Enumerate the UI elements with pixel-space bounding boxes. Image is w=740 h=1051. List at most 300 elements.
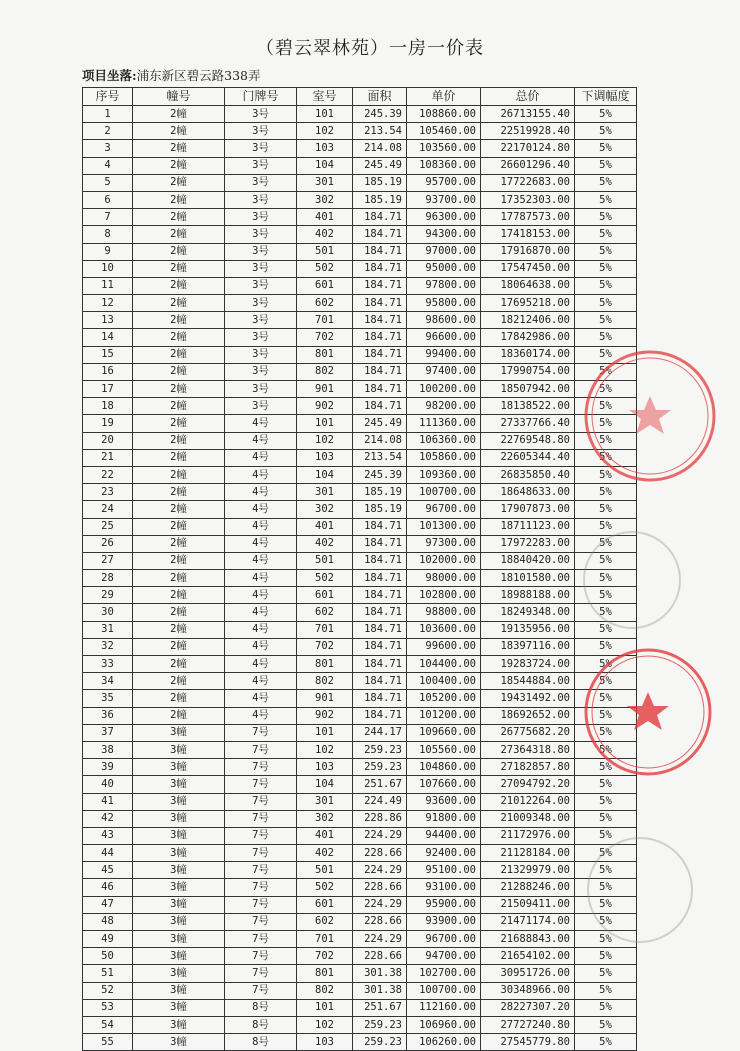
cell-discount: 5% xyxy=(575,518,637,535)
cell-index: 17 xyxy=(83,381,133,398)
cell-unit-price: 101200.00 xyxy=(407,707,481,724)
cell-area: 184.71 xyxy=(353,518,407,535)
cell-unit-price: 95800.00 xyxy=(407,295,481,312)
table-row xyxy=(83,999,637,1016)
table-row xyxy=(83,226,637,243)
cell-discount: 5% xyxy=(575,398,637,415)
cell-room: 402 xyxy=(297,845,353,862)
cell-area: 259.23 xyxy=(353,759,407,776)
cell-unit-price: 104860.00 xyxy=(407,759,481,776)
table-row xyxy=(83,381,637,398)
cell-discount: 5% xyxy=(575,638,637,655)
cell-unit-price: 106960.00 xyxy=(407,1016,481,1033)
cell-building: 2幢 xyxy=(133,260,225,277)
cell-area: 213.54 xyxy=(353,449,407,466)
document-title: （碧云翠林苑）一房一价表 xyxy=(256,38,484,59)
cell-building: 3幢 xyxy=(133,845,225,862)
table-row xyxy=(83,191,637,208)
table-row xyxy=(83,484,637,501)
cell-unit-price: 104400.00 xyxy=(407,656,481,673)
cell-building: 2幢 xyxy=(133,123,225,140)
cell-area: 224.49 xyxy=(353,793,407,810)
cell-total-price: 22769548.80 xyxy=(481,432,575,449)
cell-index: 3 xyxy=(83,140,133,157)
cell-unit-price: 102800.00 xyxy=(407,587,481,604)
cell-discount: 5% xyxy=(575,673,637,690)
cell-total-price: 26775682.20 xyxy=(481,724,575,741)
cell-door-number: 3号 xyxy=(225,191,297,208)
cell-area: 245.49 xyxy=(353,415,407,432)
cell-room: 101 xyxy=(297,724,353,741)
table-row xyxy=(83,432,637,449)
cell-door-number: 3号 xyxy=(225,243,297,260)
cell-total-price: 21688843.00 xyxy=(481,931,575,948)
cell-room: 401 xyxy=(297,518,353,535)
cell-total-price: 27094792.20 xyxy=(481,776,575,793)
cell-discount: 5% xyxy=(575,191,637,208)
cell-total-price: 26601296.40 xyxy=(481,157,575,174)
cell-building: 2幢 xyxy=(133,381,225,398)
cell-room: 102 xyxy=(297,741,353,758)
cell-unit-price: 96700.00 xyxy=(407,501,481,518)
cell-total-price: 18138522.00 xyxy=(481,398,575,415)
cell-door-number: 7号 xyxy=(225,982,297,999)
cell-area: 184.71 xyxy=(353,604,407,621)
table-row xyxy=(83,656,637,673)
cell-building: 2幢 xyxy=(133,484,225,501)
cell-index: 40 xyxy=(83,776,133,793)
table-row xyxy=(83,776,637,793)
cell-area: 184.71 xyxy=(353,587,407,604)
cell-index: 21 xyxy=(83,449,133,466)
cell-area: 301.38 xyxy=(353,965,407,982)
cell-total-price: 17695218.00 xyxy=(481,295,575,312)
cell-total-price: 17787573.00 xyxy=(481,209,575,226)
cell-discount: 5% xyxy=(575,466,637,483)
cell-unit-price: 95000.00 xyxy=(407,260,481,277)
cell-total-price: 18360174.00 xyxy=(481,346,575,363)
cell-building: 3幢 xyxy=(133,827,225,844)
cell-index: 4 xyxy=(83,157,133,174)
cell-index: 8 xyxy=(83,226,133,243)
cell-discount: 5% xyxy=(575,346,637,363)
cell-discount: 5% xyxy=(575,260,637,277)
cell-building: 2幢 xyxy=(133,277,225,294)
price-table xyxy=(82,87,637,1051)
cell-room: 801 xyxy=(297,965,353,982)
project-address xyxy=(82,66,260,84)
cell-area: 184.71 xyxy=(353,295,407,312)
cell-area: 184.71 xyxy=(353,621,407,638)
cell-total-price: 21471174.00 xyxy=(481,913,575,930)
cell-total-price: 18988188.00 xyxy=(481,587,575,604)
cell-building: 2幢 xyxy=(133,466,225,483)
cell-discount: 5% xyxy=(575,931,637,948)
cell-unit-price: 103600.00 xyxy=(407,621,481,638)
cell-room: 302 xyxy=(297,501,353,518)
cell-index: 20 xyxy=(83,432,133,449)
cell-unit-price: 99400.00 xyxy=(407,346,481,363)
cell-building: 2幢 xyxy=(133,587,225,604)
cell-unit-price: 99600.00 xyxy=(407,638,481,655)
cell-total-price: 21654102.00 xyxy=(481,948,575,965)
cell-room: 102 xyxy=(297,1016,353,1033)
cell-area: 185.19 xyxy=(353,501,407,518)
cell-room: 101 xyxy=(297,999,353,1016)
header-room: 室号 xyxy=(297,88,353,106)
cell-door-number: 7号 xyxy=(225,948,297,965)
table-row xyxy=(83,827,637,844)
cell-discount: 5% xyxy=(575,106,637,123)
table-row xyxy=(83,741,637,758)
cell-discount: 5% xyxy=(575,707,637,724)
cell-total-price: 18544884.00 xyxy=(481,673,575,690)
cell-room: 901 xyxy=(297,690,353,707)
cell-total-price: 17418153.00 xyxy=(481,226,575,243)
table-body xyxy=(83,106,637,1051)
cell-discount: 5% xyxy=(575,157,637,174)
cell-area: 228.66 xyxy=(353,845,407,862)
cell-discount: 5% xyxy=(575,226,637,243)
cell-room: 702 xyxy=(297,329,353,346)
header-discount: 下调幅度 xyxy=(575,88,637,106)
cell-total-price: 21128184.00 xyxy=(481,845,575,862)
cell-room: 301 xyxy=(297,793,353,810)
cell-unit-price: 105560.00 xyxy=(407,741,481,758)
cell-unit-price: 95700.00 xyxy=(407,174,481,191)
cell-room: 401 xyxy=(297,209,353,226)
cell-building: 2幢 xyxy=(133,363,225,380)
cell-room: 501 xyxy=(297,862,353,879)
cell-door-number: 7号 xyxy=(225,965,297,982)
cell-building: 2幢 xyxy=(133,673,225,690)
cell-unit-price: 97400.00 xyxy=(407,363,481,380)
cell-door-number: 3号 xyxy=(225,329,297,346)
cell-total-price: 19283724.00 xyxy=(481,656,575,673)
table-row xyxy=(83,312,637,329)
cell-door-number: 7号 xyxy=(225,741,297,758)
cell-room: 301 xyxy=(297,174,353,191)
cell-room: 802 xyxy=(297,363,353,380)
cell-area: 251.67 xyxy=(353,999,407,1016)
cell-room: 301 xyxy=(297,484,353,501)
table-row xyxy=(83,174,637,191)
cell-unit-price: 94700.00 xyxy=(407,948,481,965)
cell-area: 228.66 xyxy=(353,913,407,930)
cell-unit-price: 98200.00 xyxy=(407,398,481,415)
cell-index: 34 xyxy=(83,673,133,690)
cell-area: 184.71 xyxy=(353,638,407,655)
cell-door-number: 3号 xyxy=(225,363,297,380)
table-row xyxy=(83,535,637,552)
cell-total-price: 18711123.00 xyxy=(481,518,575,535)
cell-area: 184.71 xyxy=(353,260,407,277)
cell-index: 10 xyxy=(83,260,133,277)
cell-door-number: 3号 xyxy=(225,106,297,123)
cell-building: 2幢 xyxy=(133,346,225,363)
cell-area: 184.71 xyxy=(353,381,407,398)
cell-area: 245.49 xyxy=(353,157,407,174)
table-row xyxy=(83,140,637,157)
cell-building: 3幢 xyxy=(133,776,225,793)
table-row xyxy=(83,518,637,535)
cell-index: 7 xyxy=(83,209,133,226)
cell-room: 502 xyxy=(297,260,353,277)
cell-room: 902 xyxy=(297,707,353,724)
table-row xyxy=(83,948,637,965)
cell-total-price: 17916870.00 xyxy=(481,243,575,260)
cell-index: 11 xyxy=(83,277,133,294)
cell-total-price: 27182857.80 xyxy=(481,759,575,776)
cell-building: 2幢 xyxy=(133,570,225,587)
cell-unit-price: 97800.00 xyxy=(407,277,481,294)
cell-index: 15 xyxy=(83,346,133,363)
cell-area: 213.54 xyxy=(353,123,407,140)
cell-area: 184.71 xyxy=(353,243,407,260)
cell-unit-price: 98600.00 xyxy=(407,312,481,329)
table-row xyxy=(83,243,637,260)
cell-unit-price: 97300.00 xyxy=(407,535,481,552)
table-row xyxy=(83,587,637,604)
table-row xyxy=(83,277,637,294)
cell-room: 104 xyxy=(297,776,353,793)
cell-area: 184.71 xyxy=(353,673,407,690)
cell-index: 46 xyxy=(83,879,133,896)
cell-area: 245.39 xyxy=(353,106,407,123)
cell-unit-price: 96300.00 xyxy=(407,209,481,226)
cell-room: 501 xyxy=(297,243,353,260)
cell-total-price: 18648633.00 xyxy=(481,484,575,501)
cell-discount: 5% xyxy=(575,810,637,827)
cell-index: 23 xyxy=(83,484,133,501)
cell-total-price: 18064638.00 xyxy=(481,277,575,294)
cell-total-price: 18101580.00 xyxy=(481,570,575,587)
cell-total-price: 17990754.00 xyxy=(481,363,575,380)
cell-discount: 5% xyxy=(575,776,637,793)
cell-index: 30 xyxy=(83,604,133,621)
table-row xyxy=(83,295,637,312)
cell-building: 2幢 xyxy=(133,707,225,724)
cell-room: 602 xyxy=(297,295,353,312)
cell-door-number: 3号 xyxy=(225,226,297,243)
cell-building: 2幢 xyxy=(133,656,225,673)
cell-total-price: 21009348.00 xyxy=(481,810,575,827)
cell-index: 47 xyxy=(83,896,133,913)
cell-index: 33 xyxy=(83,656,133,673)
cell-room: 801 xyxy=(297,346,353,363)
cell-area: 228.66 xyxy=(353,948,407,965)
cell-total-price: 18692652.00 xyxy=(481,707,575,724)
cell-building: 2幢 xyxy=(133,226,225,243)
cell-index: 43 xyxy=(83,827,133,844)
cell-total-price: 18212406.00 xyxy=(481,312,575,329)
cell-index: 1 xyxy=(83,106,133,123)
cell-building: 2幢 xyxy=(133,106,225,123)
cell-room: 402 xyxy=(297,226,353,243)
cell-room: 502 xyxy=(297,570,353,587)
cell-total-price: 21172976.00 xyxy=(481,827,575,844)
cell-unit-price: 100700.00 xyxy=(407,982,481,999)
cell-room: 802 xyxy=(297,673,353,690)
cell-total-price: 19135956.00 xyxy=(481,621,575,638)
header-building: 幢号 xyxy=(133,88,225,106)
cell-area: 224.29 xyxy=(353,827,407,844)
cell-unit-price: 105860.00 xyxy=(407,449,481,466)
table-row xyxy=(83,346,637,363)
cell-building: 3幢 xyxy=(133,982,225,999)
cell-unit-price: 97000.00 xyxy=(407,243,481,260)
cell-total-price: 27545779.80 xyxy=(481,1034,575,1051)
cell-unit-price: 100200.00 xyxy=(407,381,481,398)
cell-index: 16 xyxy=(83,363,133,380)
cell-building: 3幢 xyxy=(133,879,225,896)
cell-building: 3幢 xyxy=(133,931,225,948)
cell-room: 602 xyxy=(297,604,353,621)
cell-building: 3幢 xyxy=(133,965,225,982)
cell-building: 3幢 xyxy=(133,913,225,930)
cell-room: 802 xyxy=(297,982,353,999)
cell-discount: 5% xyxy=(575,209,637,226)
table-row xyxy=(83,982,637,999)
cell-unit-price: 93600.00 xyxy=(407,793,481,810)
cell-index: 42 xyxy=(83,810,133,827)
cell-area: 184.71 xyxy=(353,552,407,569)
cell-unit-price: 98000.00 xyxy=(407,570,481,587)
cell-door-number: 4号 xyxy=(225,466,297,483)
cell-discount: 5% xyxy=(575,329,637,346)
cell-room: 502 xyxy=(297,879,353,896)
cell-discount: 5% xyxy=(575,381,637,398)
cell-index: 9 xyxy=(83,243,133,260)
table-header-row xyxy=(83,88,637,106)
table-row xyxy=(83,931,637,948)
cell-door-number: 4号 xyxy=(225,587,297,604)
table-row xyxy=(83,845,637,862)
cell-index: 38 xyxy=(83,741,133,758)
cell-unit-price: 103560.00 xyxy=(407,140,481,157)
cell-door-number: 4号 xyxy=(225,621,297,638)
address-label: 项目坐落: xyxy=(82,68,137,83)
cell-door-number: 7号 xyxy=(225,896,297,913)
header-total-price: 总价 xyxy=(481,88,575,106)
cell-door-number: 4号 xyxy=(225,673,297,690)
cell-building: 3幢 xyxy=(133,948,225,965)
cell-index: 24 xyxy=(83,501,133,518)
cell-discount: 5% xyxy=(575,759,637,776)
cell-index: 50 xyxy=(83,948,133,965)
cell-discount: 5% xyxy=(575,656,637,673)
cell-total-price: 22170124.80 xyxy=(481,140,575,157)
cell-door-number: 8号 xyxy=(225,1034,297,1051)
cell-building: 2幢 xyxy=(133,518,225,535)
cell-unit-price: 112160.00 xyxy=(407,999,481,1016)
cell-building: 2幢 xyxy=(133,432,225,449)
cell-door-number: 7号 xyxy=(225,879,297,896)
table-row xyxy=(83,707,637,724)
cell-unit-price: 92400.00 xyxy=(407,845,481,862)
cell-room: 901 xyxy=(297,381,353,398)
cell-index: 13 xyxy=(83,312,133,329)
cell-building: 2幢 xyxy=(133,191,225,208)
cell-area: 184.71 xyxy=(353,277,407,294)
cell-building: 2幢 xyxy=(133,329,225,346)
table-row xyxy=(83,466,637,483)
cell-discount: 5% xyxy=(575,845,637,862)
cell-unit-price: 106360.00 xyxy=(407,432,481,449)
cell-room: 701 xyxy=(297,312,353,329)
table-row xyxy=(83,724,637,741)
cell-room: 801 xyxy=(297,656,353,673)
cell-building: 2幢 xyxy=(133,604,225,621)
cell-total-price: 26713155.40 xyxy=(481,106,575,123)
cell-unit-price: 93100.00 xyxy=(407,879,481,896)
cell-room: 702 xyxy=(297,638,353,655)
cell-area: 184.71 xyxy=(353,398,407,415)
cell-door-number: 3号 xyxy=(225,312,297,329)
cell-discount: 5% xyxy=(575,295,637,312)
cell-area: 228.66 xyxy=(353,879,407,896)
cell-total-price: 27727240.80 xyxy=(481,1016,575,1033)
cell-index: 54 xyxy=(83,1016,133,1033)
cell-door-number: 4号 xyxy=(225,552,297,569)
cell-index: 53 xyxy=(83,999,133,1016)
table-row xyxy=(83,157,637,174)
table-row xyxy=(83,106,637,123)
cell-door-number: 4号 xyxy=(225,604,297,621)
table-row xyxy=(83,501,637,518)
cell-room: 601 xyxy=(297,896,353,913)
table-row xyxy=(83,913,637,930)
cell-room: 401 xyxy=(297,827,353,844)
cell-building: 2幢 xyxy=(133,552,225,569)
cell-total-price: 17907873.00 xyxy=(481,501,575,518)
cell-index: 52 xyxy=(83,982,133,999)
cell-discount: 5% xyxy=(575,587,637,604)
cell-door-number: 3号 xyxy=(225,123,297,140)
cell-unit-price: 95100.00 xyxy=(407,862,481,879)
cell-index: 12 xyxy=(83,295,133,312)
cell-discount: 5% xyxy=(575,690,637,707)
cell-discount: 5% xyxy=(575,621,637,638)
cell-unit-price: 102700.00 xyxy=(407,965,481,982)
cell-building: 3幢 xyxy=(133,724,225,741)
cell-discount: 5% xyxy=(575,570,637,587)
cell-total-price: 22519928.40 xyxy=(481,123,575,140)
cell-room: 103 xyxy=(297,449,353,466)
cell-area: 224.29 xyxy=(353,931,407,948)
cell-area: 214.08 xyxy=(353,140,407,157)
cell-door-number: 8号 xyxy=(225,999,297,1016)
cell-door-number: 3号 xyxy=(225,209,297,226)
cell-area: 251.67 xyxy=(353,776,407,793)
cell-building: 3幢 xyxy=(133,999,225,1016)
cell-building: 3幢 xyxy=(133,810,225,827)
cell-door-number: 3号 xyxy=(225,140,297,157)
table-row xyxy=(83,570,637,587)
cell-total-price: 17547450.00 xyxy=(481,260,575,277)
cell-unit-price: 95900.00 xyxy=(407,896,481,913)
cell-door-number: 7号 xyxy=(225,931,297,948)
cell-area: 184.71 xyxy=(353,707,407,724)
header-index: 序号 xyxy=(83,88,133,106)
cell-total-price: 27337766.40 xyxy=(481,415,575,432)
cell-total-price: 18840420.00 xyxy=(481,552,575,569)
cell-total-price: 18249348.00 xyxy=(481,604,575,621)
cell-room: 701 xyxy=(297,621,353,638)
cell-discount: 5% xyxy=(575,793,637,810)
cell-building: 2幢 xyxy=(133,449,225,466)
cell-building: 2幢 xyxy=(133,174,225,191)
